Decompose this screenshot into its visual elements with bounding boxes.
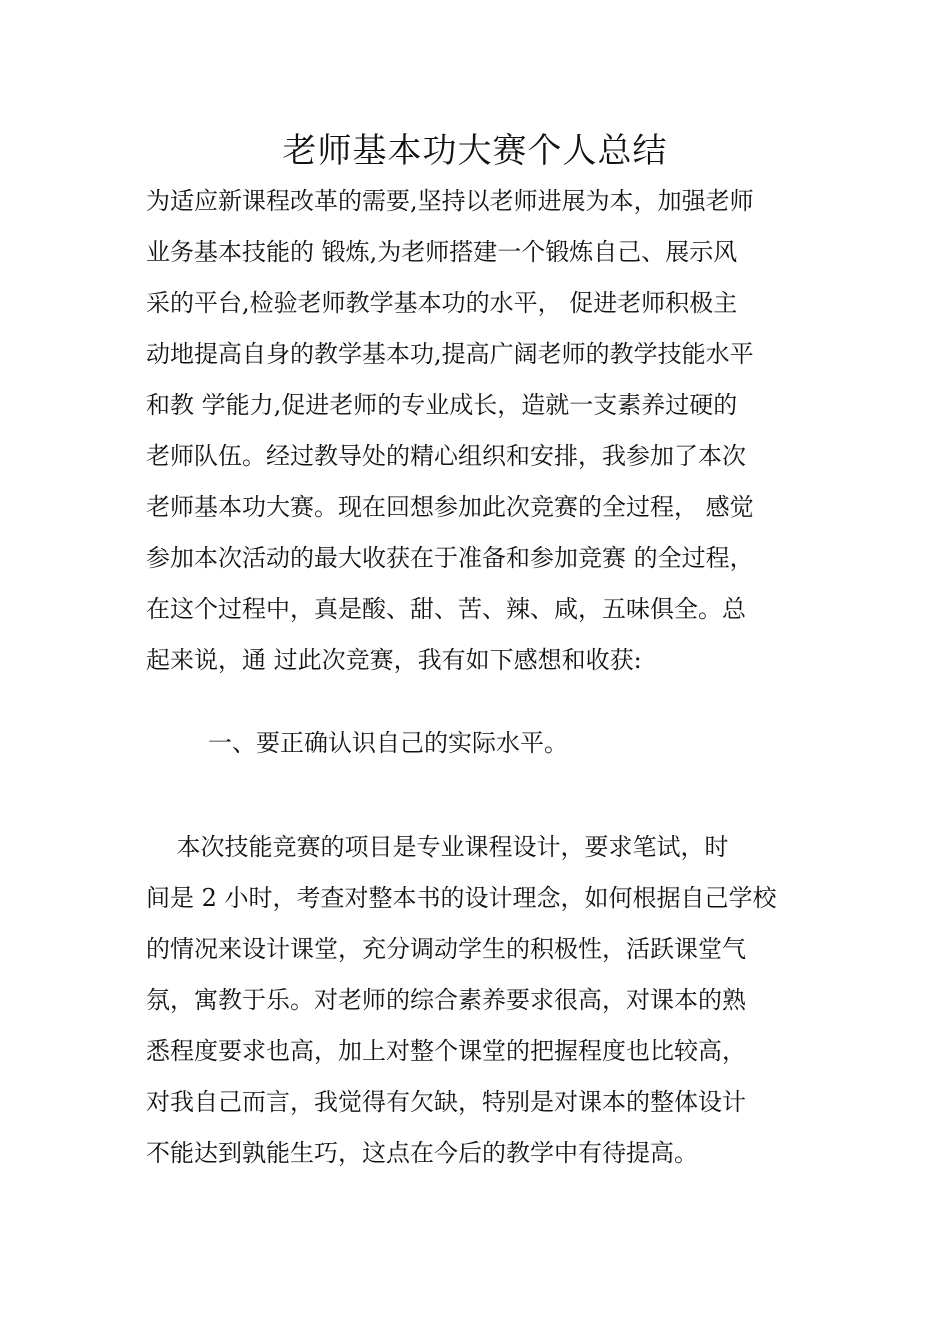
text-line: 悉程度要求也高，加上对整个课堂的把握程度也比较高，	[146, 1037, 746, 1065]
text-line: 本次技能竞赛的项目是专业课程设计，要求笔试，时	[146, 833, 729, 861]
text-line: 采的平台,检验老师教学基本功的水平， 促进老师积极主	[146, 289, 738, 317]
text-line: 的情况来设计课堂，充分调动学生的积极性，活跃课堂气	[146, 935, 746, 963]
text-line: 氛，寓教于乐。对老师的综合素养要求很高，对课本的熟	[146, 986, 746, 1014]
text-line: 起来说，通 过此次竞赛，我有如下感想和收获:	[146, 646, 642, 674]
text-line: 业务基本技能的 锻炼,为老师搭建一个锻炼自己、展示风	[146, 238, 738, 266]
text-line: 参加本次活动的最大收获在于准备和参加竞赛 的全过程，	[146, 544, 754, 572]
text-line: 对我自己而言，我觉得有欠缺，特别是对课本的整体设计	[146, 1088, 746, 1116]
text-line: 老师队伍。经过教导处的精心组织和安排，我参加了本次	[146, 442, 746, 470]
section-paragraph	[146, 822, 806, 1179]
text-line: 不能达到孰能生巧，这点在今后的教学中有待提高。	[146, 1139, 698, 1167]
text-line: 和教 学能力,促进老师的专业成长，造就一支素养过硬的	[146, 391, 738, 419]
intro-paragraph	[146, 176, 806, 686]
text-line: 老师基本功大赛。现在回想参加此次竞赛的全过程， 感觉	[146, 493, 754, 521]
text-line: 动地提高自身的教学基本功,提高广阔老师的教学技能水平	[146, 340, 754, 368]
text-line: 为适应新课程改革的需要,坚持以老师进展为本，加强老师	[146, 187, 754, 215]
section-heading: 一、要正确认识自己的实际水平。	[208, 729, 568, 757]
text-line: 间是 2 小时，考查对整本书的设计理念，如何根据自己学校	[146, 884, 777, 912]
document-title: 老师基本功大赛个人总结	[282, 131, 668, 171]
text-line: 在这个过程中，真是酸、甜、苦、辣、咸，五味俱全。总	[146, 595, 746, 623]
